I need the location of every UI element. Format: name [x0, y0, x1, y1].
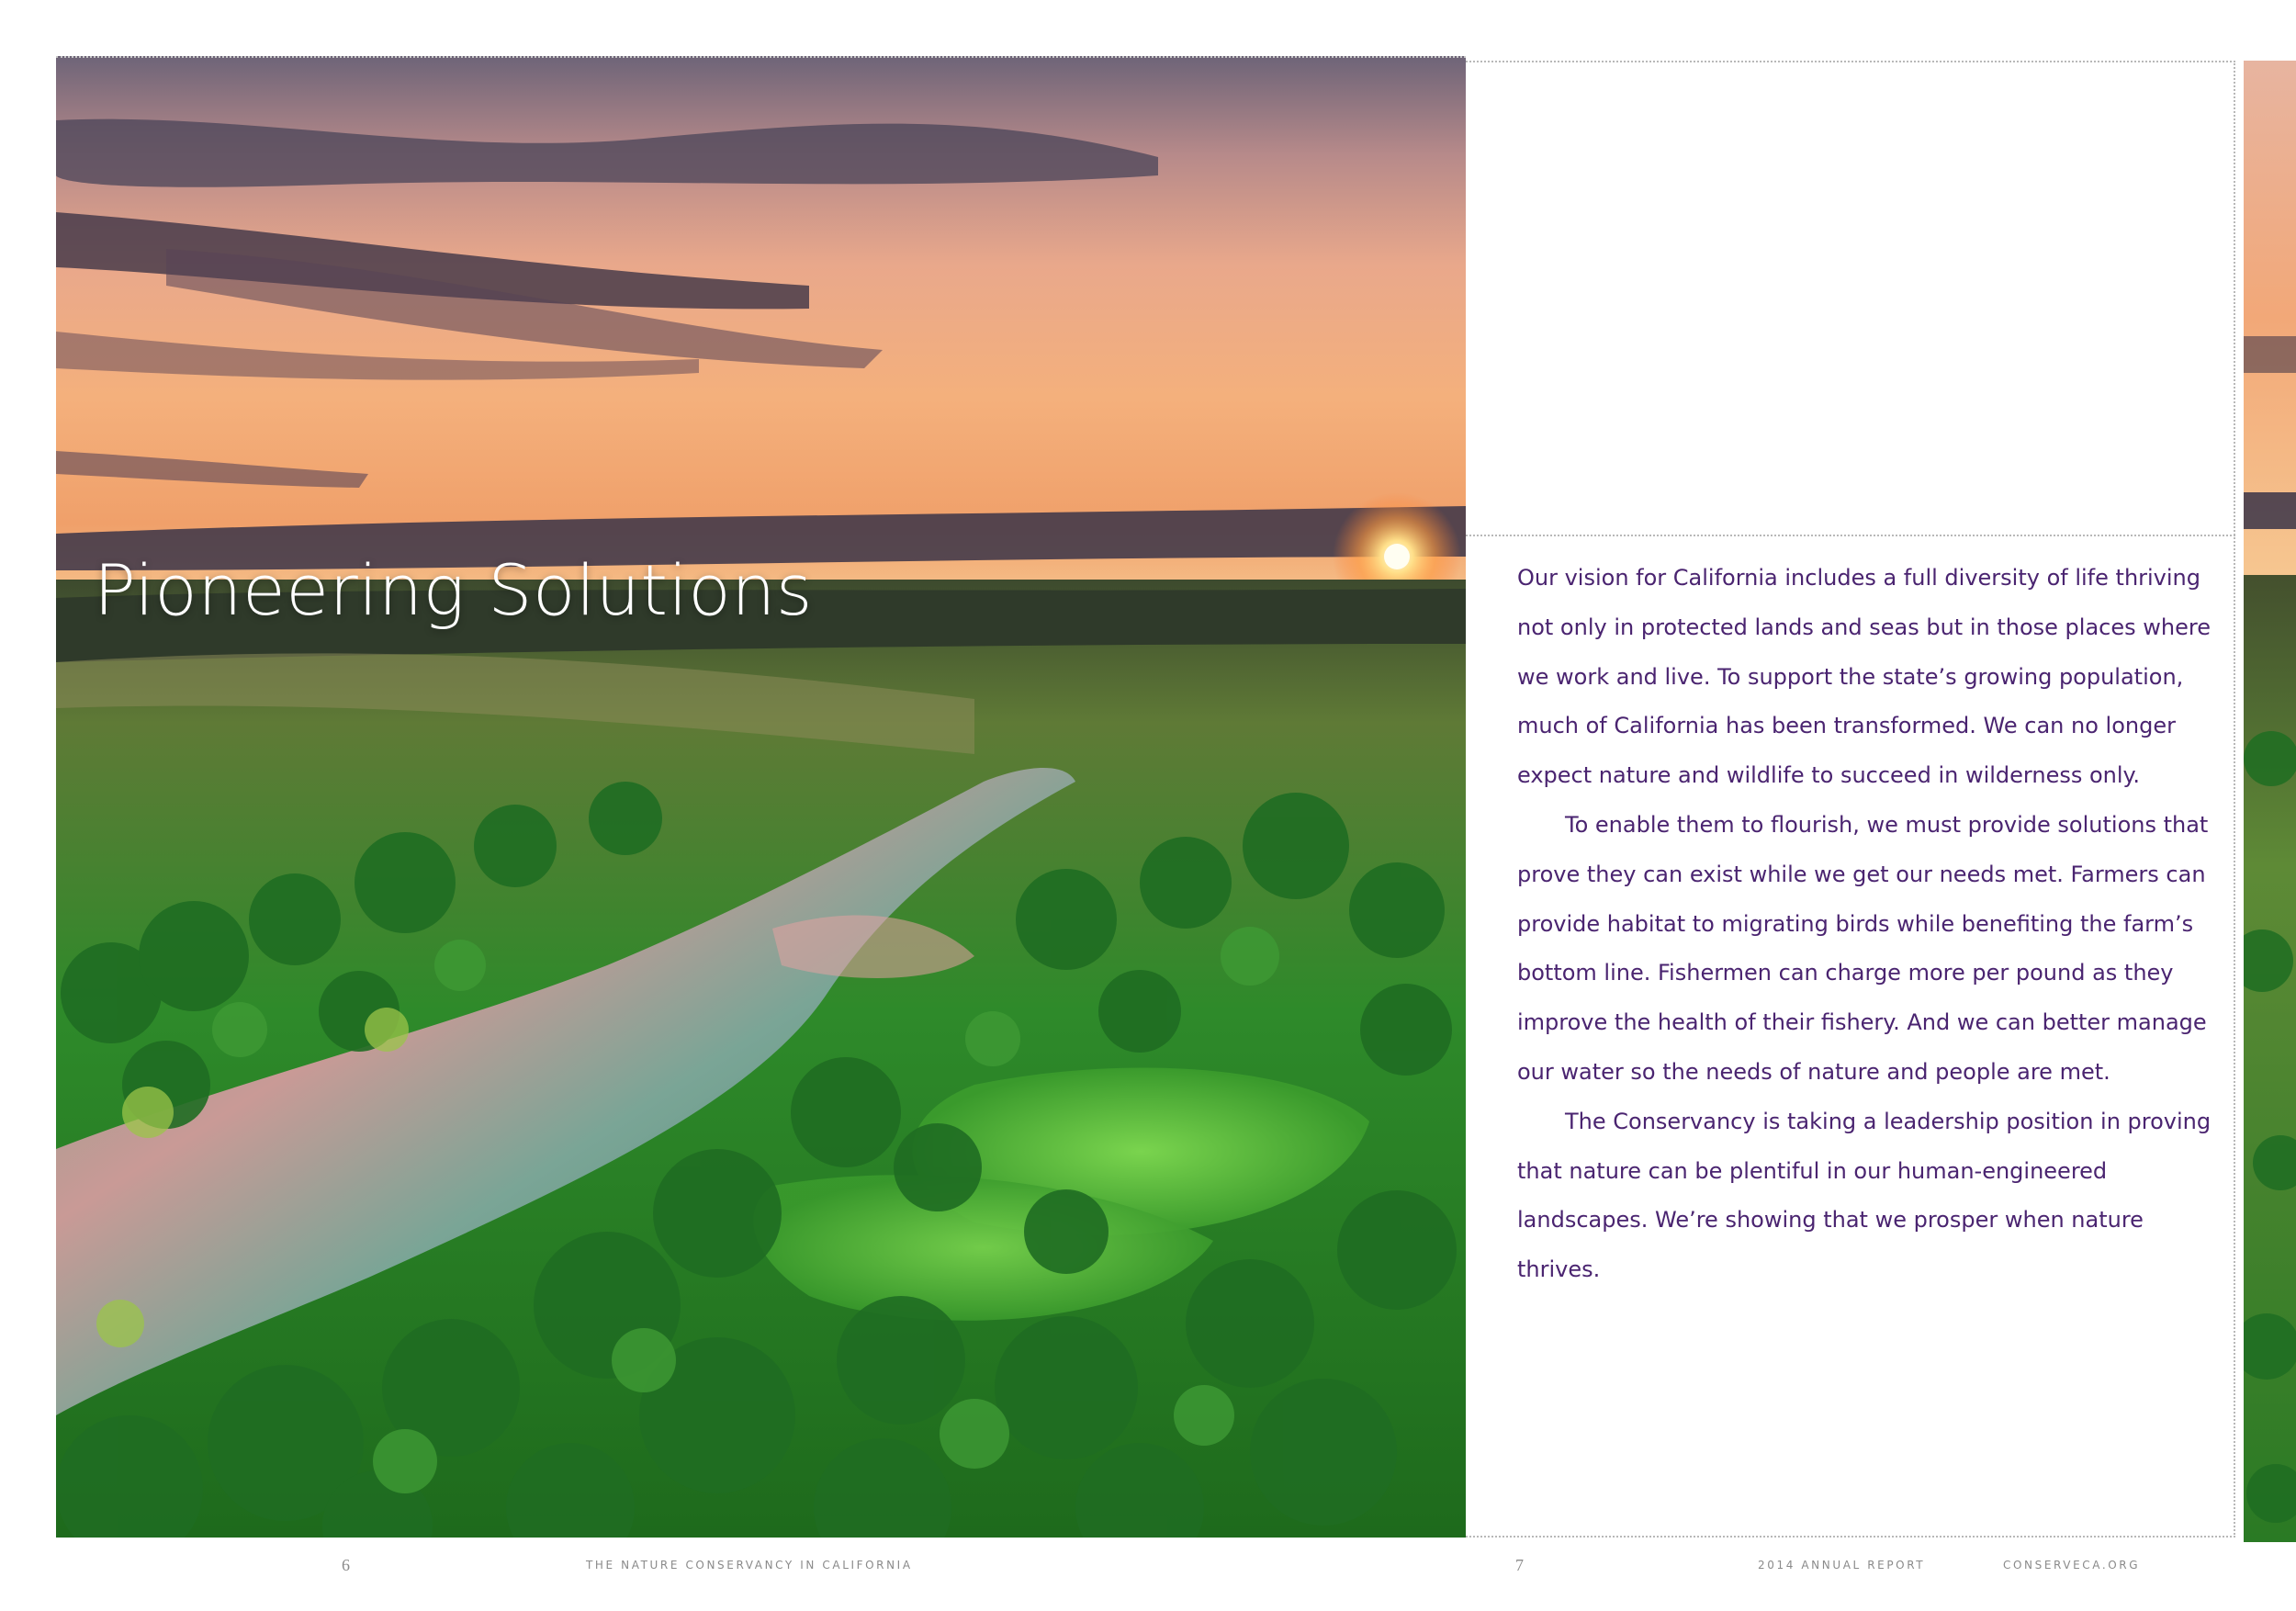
page-headline: Pioneering Solutions [94, 549, 813, 631]
website-running-head: CONSERVECA.ORG [2003, 1559, 2141, 1572]
photo-top-rule [56, 56, 1466, 58]
left-running-head: THE NATURE CONSERVANCY IN CALIFORNIA [586, 1559, 913, 1572]
text-column-divider [1466, 535, 2235, 536]
river-sunset-photo [56, 56, 1466, 1538]
right-running-head: 2014 ANNUAL REPORT [1758, 1559, 1926, 1572]
next-page-photo-edge [2244, 61, 2296, 1542]
body-copy [1517, 554, 2215, 1295]
landscape-edge-illustration [2244, 61, 2296, 1542]
paragraph-1: Our vision for California includes a full diversity of life thriving not only in protected lands and seas but in those places where we work and live. To support the state’s growing population, much of California has been transformed. We can no longer expect nature and wildlife to succeed in wilderness only. [1517, 565, 2211, 789]
paragraph-3: The Conservancy is taking a leadership position in proving that nature can be plentiful in our human-engineered landscapes. We’re showing that we prosper when nature thrives. [1517, 1108, 2212, 1283]
paragraph-2: To enable them to flourish, we must provide solutions that prove they can exist while we get our needs met. Farmers can provide habitat to migrating birds while benefiting the farm’s bottom line. Fishermen can charge more per pound as they improve the health of their fishery. And we can better manage our water so the needs of nature and people are met. [1517, 811, 2209, 1085]
left-page-number: 6 [342, 1556, 350, 1574]
landscape-illustration [56, 56, 1466, 1538]
right-page-number: 7 [1515, 1556, 1524, 1574]
